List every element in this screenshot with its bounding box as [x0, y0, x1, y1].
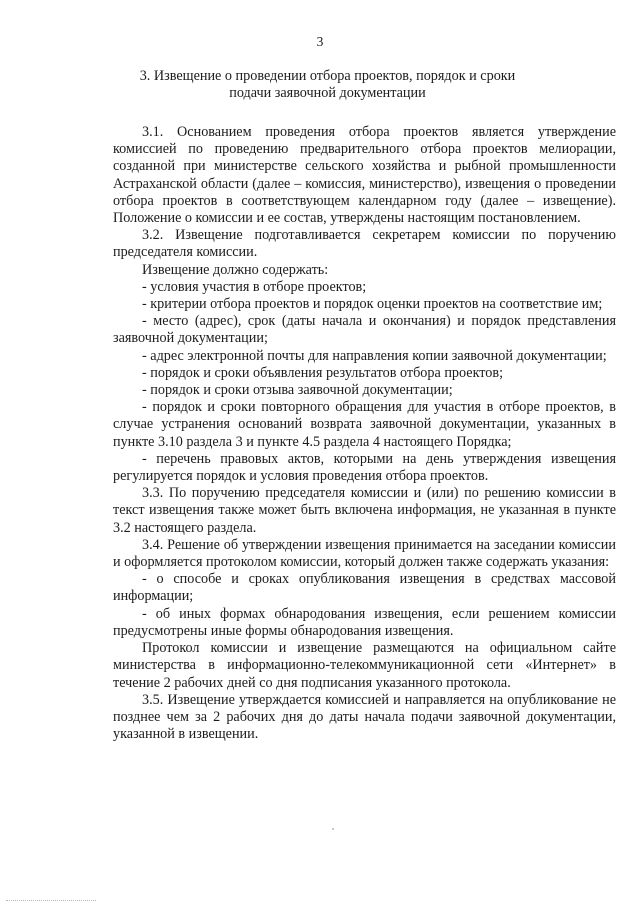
list-item-results-announcement: - порядок и сроки объявления результатов отбора проектов; [142, 364, 504, 381]
list-item-withdrawal-procedure: - порядок и сроки отзыва заявочной документации; [142, 382, 453, 399]
list-item-other-disclosure-forms: - об иных формах обнародования извещения, если решением комиссии предусмотрены иные формы обнародования извещения. [113, 605, 616, 639]
scan-artifact-dots [6, 896, 96, 901]
scan-speck [332, 828, 334, 830]
list-item-publication-method: - о способе и сроках опубликования извещения в средствах массовой информации; [113, 571, 616, 605]
paragraph-3-1: 3.1. Основанием проведения отбора проектов является утверждение комиссией по проведению предварительного отбора проектов мелиорации, созданной при министерстве сельского хозяйства и рыбной промышленности Астраханской области (далее – комиссия, министерство), извещения о проведении отбора проектов в соответствующем календарном году (далее – извещение). Положение о комиссии и ее состав, утверждены настоящим постановлением. [113, 124, 616, 227]
list-item-email-address: - адрес электронной почты для направления копии заявочной документации; [142, 347, 607, 364]
paragraph-3-3: 3.3. По поручению председателя комиссии и (или) по решению комиссии в текст извещения также может быть включена информация, не указанная в пункте 3.2 настоящего раздела. [113, 485, 616, 536]
section-body [113, 124, 616, 743]
list-item-submission-place-and-terms: - место (адрес), срок (даты начала и окончания) и порядок представления заявочной документации; [113, 313, 616, 347]
notice-contents-intro: Извещение должно содержать: [142, 261, 329, 278]
section-heading: 3. Извещение о проведении отбора проектов, порядок и сроки подачи заявочной документации [139, 68, 516, 102]
list-item-selection-criteria: - критерии отбора проектов и порядок оценки проектов на соответствие им; [142, 296, 603, 313]
protocol-publication-paragraph: Протокол комиссии и извещение размещаются на официальном сайте министерства в информационно-телекоммуникационной сети «Интернет» в течение 2 рабочих дней со дня подписания указанного протокола. [113, 640, 616, 691]
paragraph-3-5: 3.5. Извещение утверждается комиссией и направляется на опубликование не позднее чем за 2 рабочих дня до даты начала подачи заявочной документации, указанной в извещении. [113, 691, 616, 743]
page-number: 3 [316, 34, 324, 49]
list-item-legal-acts: - перечень правовых актов, которыми на день утверждения извещения регулируется порядок и условия проведения отбора проектов. [113, 450, 616, 485]
paragraph-3-4: 3.4. Решение об утверждении извещения принимается на заседании комиссии и оформляется протоколом комиссии, который должен также содержать указания: [113, 536, 616, 571]
list-item-repeated-application: - порядок и сроки повторного обращения для участия в отборе проектов, в случае устранения оснований возврата заявочной документации, указанных в пункте 3.10 раздела 3 и пункте 4.5 раздела 4 настоящего Порядка; [113, 399, 616, 450]
paragraph-3-2: 3.2. Извещение подготавливается секретарем комиссии по поручению председателя комиссии. [113, 227, 616, 261]
list-item-participation-conditions: - условия участия в отборе проектов; [142, 278, 367, 295]
